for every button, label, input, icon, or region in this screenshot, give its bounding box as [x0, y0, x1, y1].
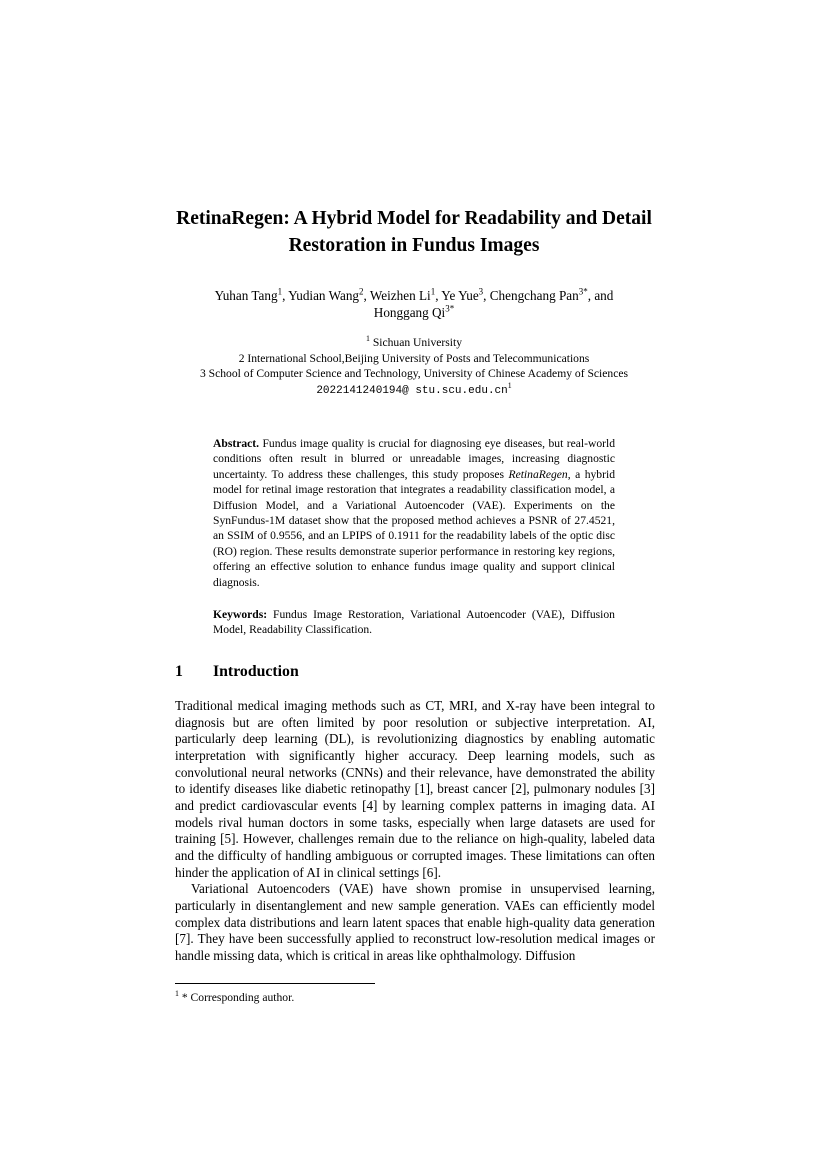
keywords [213, 607, 615, 638]
author-affil-marker: 2 [359, 286, 364, 297]
abstract-label: Abstract. [213, 437, 260, 450]
section-number: 1 [175, 663, 183, 680]
abstract-text-part-1: Fundus image quality is crucial for diagnosing eye diseases, but real-world conditions often result in blurred or unreadable images, increasing diagnostic uncertainty. To address these challenges, this study proposes [213, 437, 616, 481]
section-heading [175, 662, 655, 682]
paragraph: Traditional medical imaging methods such as CT, MRI, and X-ray have been integral to diagnosis but are often limited by poor resolution or subjective interpretation. AI, particularly deep learning (DL), is revolutionizing diagnostics by enabling automatic interpretation with significantly higher accuracy. Deep learning models, such as convolutional neural networks (CNNs) and their relevance, have demonstrated the ability to identify diseases like diabetic retinopathy [1], breast cancer [2], pulmonary nodules [3] and predict cardiovascular events [4] by learning complex patterns in imaging data. AI models rival human doctors in some tasks, especially when large datasets are used for training [5]. However, challenges remain due to the reliance on high-quality, labeled data and the difficulty of handling ambiguous or corrupted images. These limitations can often hinder the application of AI in clinical settings [6]. [175, 698, 655, 880]
author-affil-marker: 3* [445, 303, 455, 314]
author-list [150, 287, 678, 321]
footnote-marker: 1 [175, 989, 179, 999]
author-affil-marker: 1 [430, 286, 436, 297]
author-affil-marker: 3* [578, 286, 588, 297]
author-affil-marker: 3 [478, 286, 484, 297]
keywords-text: Fundus Image Restoration, Variational Autoencoder (VAE), Diffusion Model, Readability Classification. [213, 608, 615, 637]
abstract-text-part-2: , a hybrid model for retinal image restoration that integrates a readability classification model, a Diffusion Model, and a Variational Autoencoder (VAE). Experiments on the SynFundus-1M dataset show that the proposed method achieves a PSNR of 27.4521, an SSIM of 0.9556, and an LPIPS of 0.1911 for the readability labels of the optic disc (RO) region. These results demonstrate superior performance in restoring key regions, offering an effective solution to enhance fundus image quality and support clinical diagnosis. [213, 467, 615, 589]
author-separator: , [483, 288, 490, 303]
author-name: Honggang Qi [373, 305, 446, 320]
abstract-emphasis: RetinaRegen [508, 467, 568, 481]
abstract [213, 436, 615, 590]
author-name: Ye Yue [441, 288, 479, 303]
section-body [175, 698, 655, 965]
author-name: Yuhan Tang [214, 288, 278, 303]
affiliation-1: Sichuan University [372, 336, 463, 349]
keywords-label: Keywords: [213, 608, 268, 621]
affiliations [130, 335, 698, 399]
author-separator: , [363, 288, 370, 303]
author-name: Chengchang Pan [489, 288, 579, 303]
affiliation-marker: 1 [365, 334, 370, 344]
title-line-1: RetinaRegen: A Hybrid Model for Readability and Detail [176, 208, 652, 229]
author-separator: , [435, 288, 442, 303]
email-marker: 1 [507, 380, 512, 390]
affiliation-3: 3 School of Computer Science and Technology, University of Chinese Academy of Sciences [199, 367, 629, 380]
author-and: , and [587, 288, 614, 303]
author-separator: , [282, 288, 289, 303]
paper-title [150, 205, 678, 259]
contact-email: 2022141240194@ stu.scu.edu.cn [316, 384, 508, 397]
author-name: Yudian Wang [288, 288, 360, 303]
paragraph: Variational Autoencoders (VAE) have shown promise in unsupervised learning, particularly in disentanglement and new sample generation. VAEs can efficiently model complex data distributions and learn latent spaces that enable high-quality data generation [7]. They have been successfully applied to reconstruct low-resolution medical images or handle missing data, which is critical in areas like ophthalmology. Diffusion [175, 881, 655, 963]
author-name: Weizhen Li [369, 288, 431, 303]
footnote-text: * Corresponding author. [181, 991, 295, 1004]
author-affil-marker: 1 [277, 286, 283, 297]
footnote [175, 990, 655, 1005]
affiliation-2: 2 International School,Beijing University of Posts and Telecommunications [238, 351, 590, 365]
footnote-divider [175, 983, 375, 984]
title-line-2: Restoration in Fundus Images [288, 235, 540, 256]
section-title: Introduction [213, 663, 299, 680]
